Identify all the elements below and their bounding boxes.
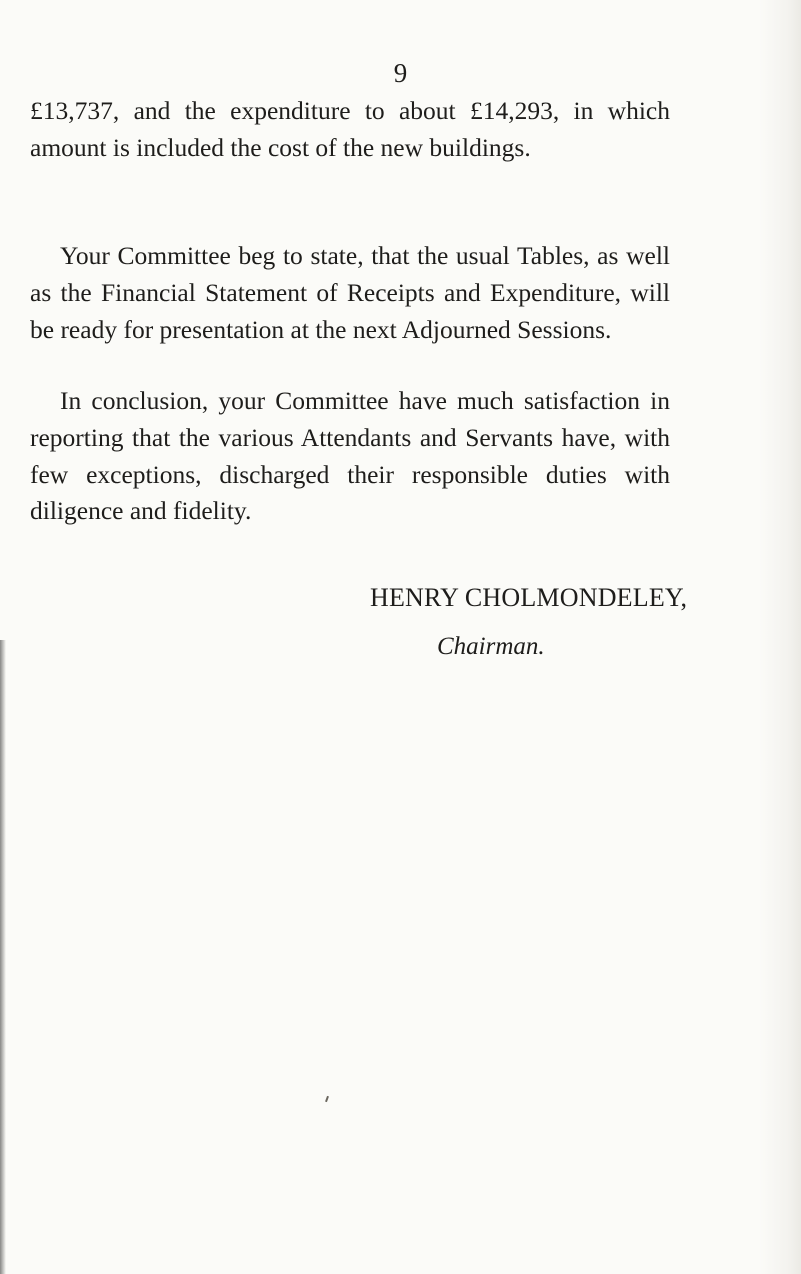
ink-speck [325, 1096, 329, 1102]
page-edge-shadow [759, 0, 801, 1274]
paragraph-tables: Your Committee beg to state, that the usual Tables, as well as the Financial Statement of Receipts and Expenditure, will be ready for presentation at the next Adjourned Sessions. [30, 241, 670, 344]
paragraph-conclusion: In conclusion, your Committee have much satisfaction in reporting that the various Attendants and Servants have, with few exceptions, discharged their responsible duties with diligence and fidelity. [30, 386, 670, 526]
signatory-title: Chairman. [437, 633, 545, 660]
page-number: 9 [393, 58, 408, 88]
paragraph-expenditure: £13,737, and the expenditure to about £14,293, in which amount is included the cost of the new buildings. [30, 96, 670, 162]
binding-edge-shadow [0, 640, 6, 1274]
signatory-name: HENRY CHOLMONDELEY, [370, 583, 688, 612]
